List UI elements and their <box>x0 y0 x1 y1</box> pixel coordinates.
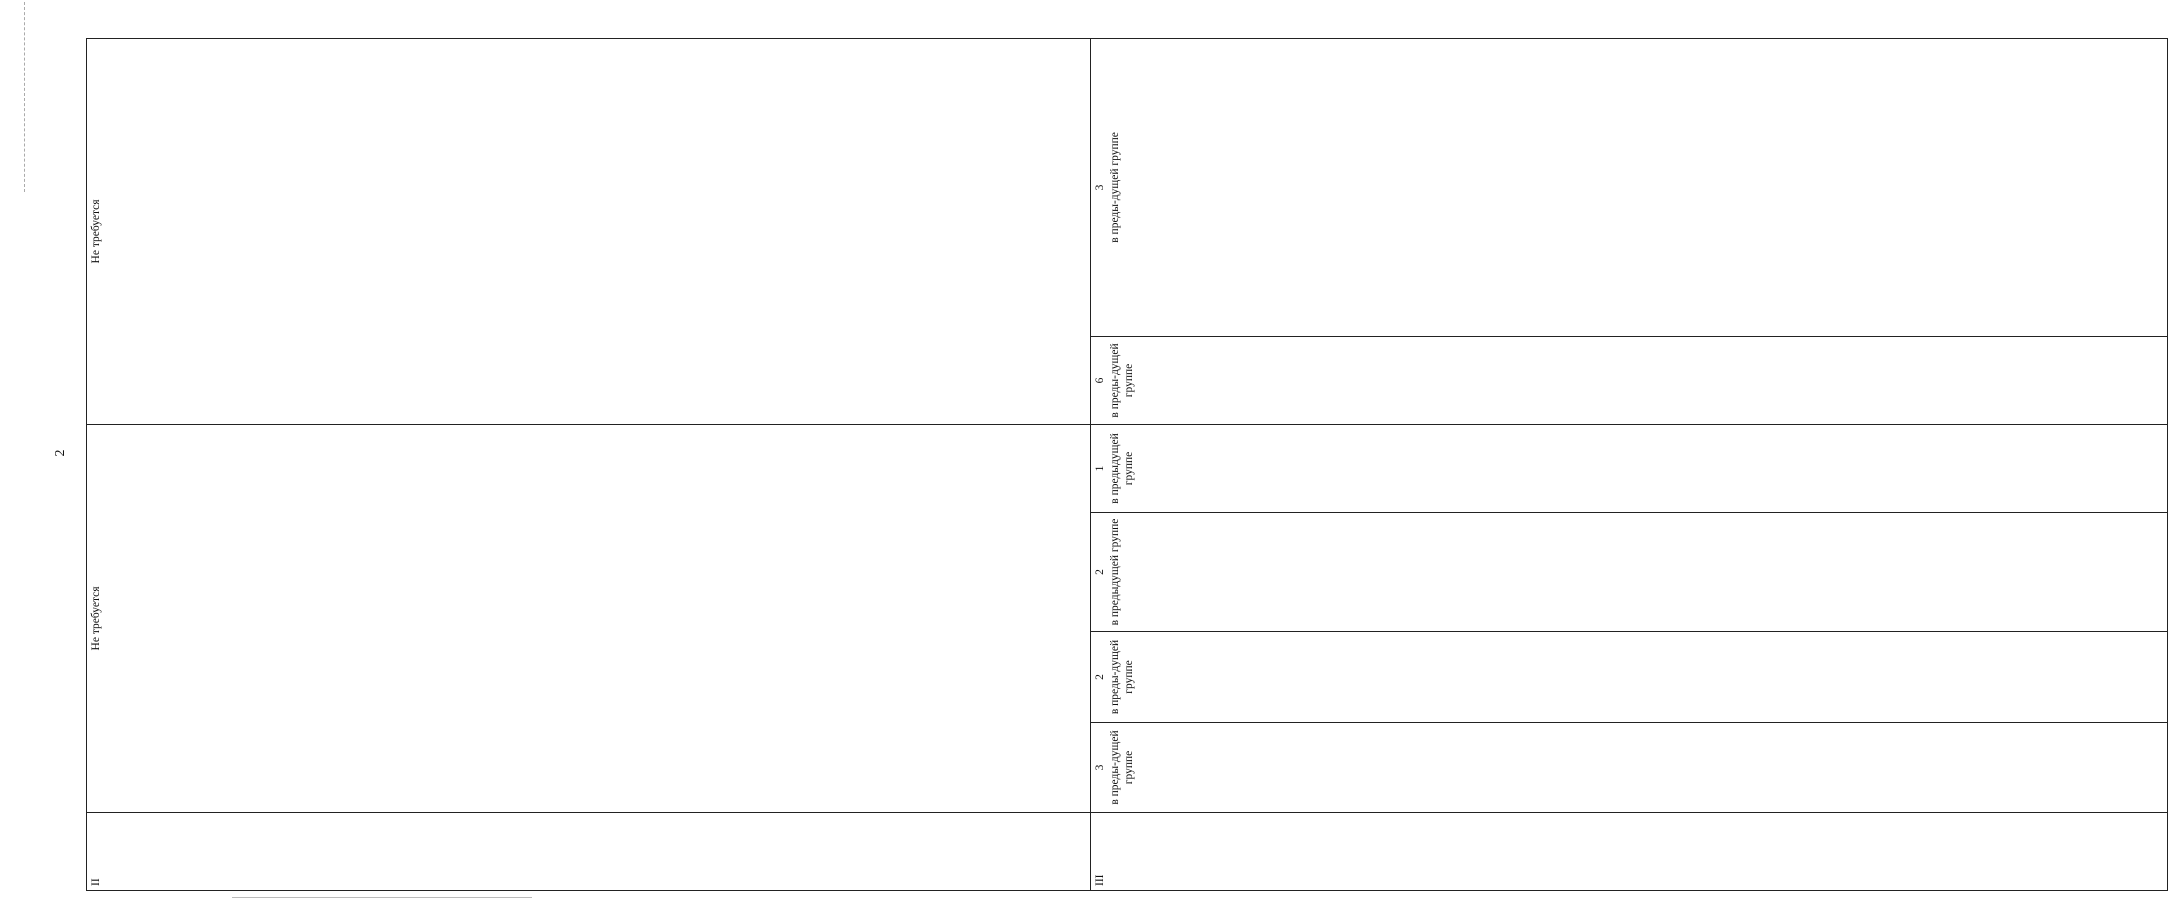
experience-cell <box>1091 723 2168 813</box>
experience-cell <box>1091 424 2168 512</box>
experience-value: 2 <box>1094 674 1107 680</box>
experience-value: 3 <box>1094 184 1107 191</box>
experience-label: в преды-дущей группе <box>1108 730 1136 805</box>
experience-value: 6 <box>1094 377 1107 384</box>
experience-label: в предыдущей группе <box>1108 433 1136 504</box>
margin-dashes <box>24 2 26 192</box>
experience-cell <box>1091 38 2168 336</box>
experience-value: 2 <box>1094 569 1107 575</box>
experience-value: 1 <box>1094 465 1107 472</box>
table-row <box>87 38 1091 890</box>
experience-cell <box>1091 632 2168 723</box>
experience-cell <box>1091 336 2168 424</box>
experience-label: в преды-дущей группе <box>1108 132 1121 243</box>
experience-label: в преды-дущей группе <box>1108 343 1136 418</box>
group-cell-II: II <box>87 813 1091 891</box>
not-required-cell: Не требуется <box>87 38 1091 424</box>
table-wrap <box>86 39 1136 891</box>
bottom-rule <box>232 897 532 898</box>
experience-label: в преды-дущей группе <box>1108 639 1136 715</box>
page-number: 2 <box>53 449 68 457</box>
qualification-table <box>86 38 2168 891</box>
experience-value: 3 <box>1094 764 1107 771</box>
experience-label: в предыдущей группе <box>1108 518 1121 626</box>
group-cell-III: III <box>1091 813 2168 891</box>
table-row <box>1091 38 2168 890</box>
experience-cell <box>1091 513 2168 632</box>
not-required-cell: Не требуется <box>87 424 1091 812</box>
